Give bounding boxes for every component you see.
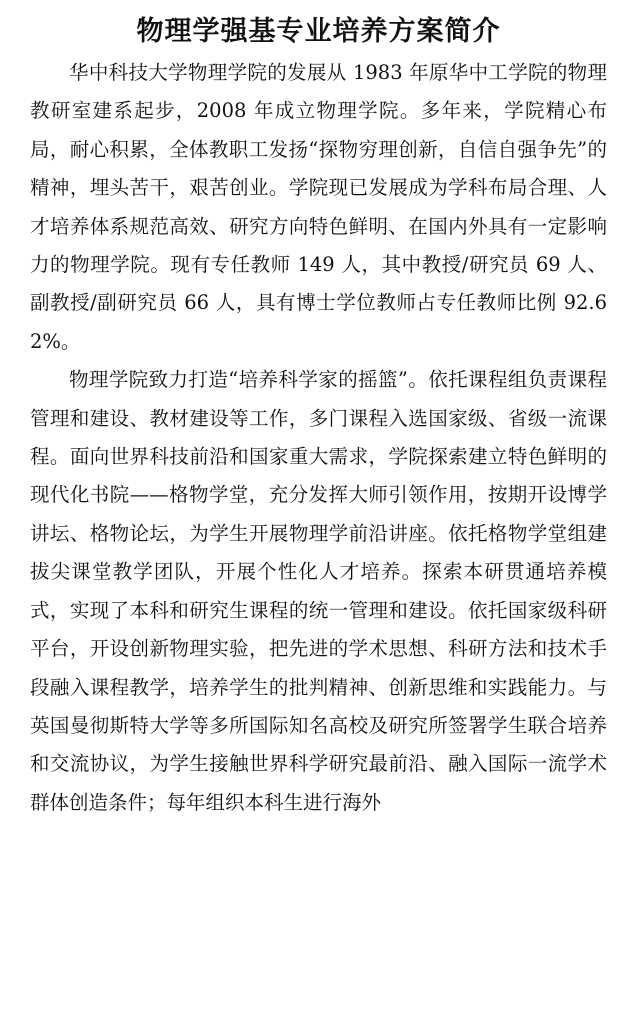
document-title: 物理学强基专业培养方案简介 <box>136 16 501 47</box>
paragraph-college-history: 华中科技大学物理学院的发展从 1983 年原华中工学院的物理教研室建系起步，2008 年成立物理学院。多年来，学院精心布局，耐心积累，全体教职工发扬“探物穷理创新，自信自强争先”的精神，埋头苦干，艰苦创业。学院现已发展成为学科布局合理、人才培养体系规范高效、研究方向特色鲜明、在国内外具有一定影响力的物理学院。现有专任教师 149 人，其中教授/研究员 69 人、副教授/副研究员 66 人，具有博士学位教师占专任教师比例 92.62%。 <box>30 61 607 353</box>
paragraph-talent-cultivation: 物理学院致力打造“培养科学家的摇篮”。依托课程组负责课程管理和建设、教材建设等工作，多门课程入选国家级、省级一流课程。面向世界科技前沿和国家重大需求，学院探索建立特色鲜明的现代化书院——格物学堂，充分发挥大师引领作用，按期开设博学讲坛、格物论坛，为学生开展物理学前沿讲座。依托格物学堂组建拔尖课堂教学团队，开展个性化人才培养。探索本研贯通培养模式，实现了本科和研究生课程的统一管理和建设。依托国家级科研平台，开设创新物理实验，把先进的学术思想、科研方法和技术手段融入课程教学，培养学生的批判精神、创新思维和实践能力。与英国曼彻斯特大学等多所国际知名高校及研究所签署学生联合培养和交流协议，为学生接触世界科学研究最前沿、融入国际一流学术群体创造条件；每年组织本科生进行海外 <box>30 368 607 814</box>
